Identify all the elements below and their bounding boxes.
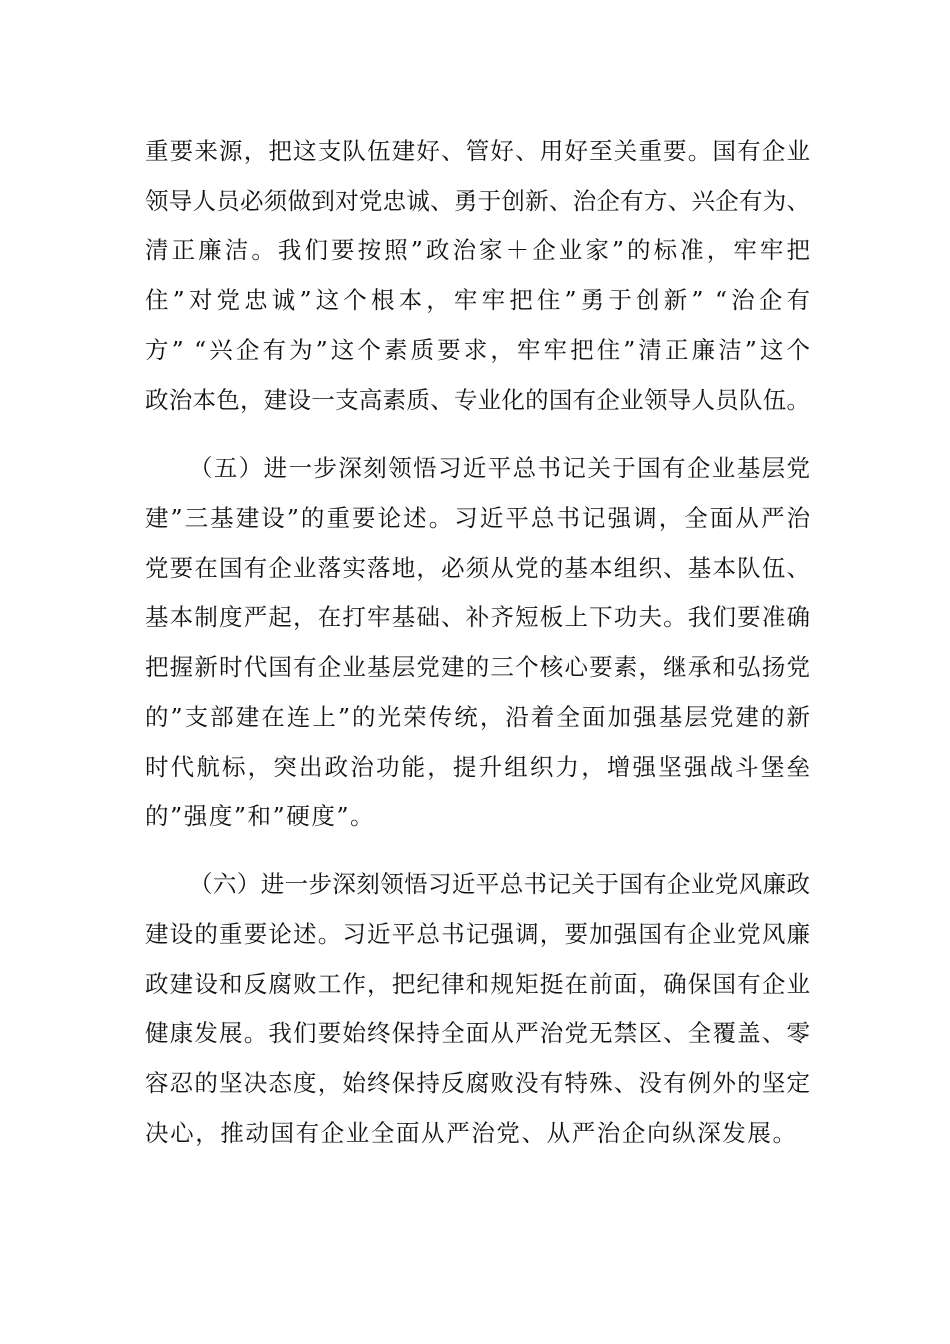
paragraph-3-line-6: 决心，推动国有企业全面从严治党、从严治企向纵深发展。: [145, 1119, 798, 1147]
document-body: [145, 0, 810, 1344]
paragraph-3-line-3: 政建设和反腐败工作，把纪律和规矩挺在前面，确保国有企业: [145, 970, 810, 998]
paragraph-3-line-1: （六）进一步深刻领悟习近平总书记关于国有企业党风廉政: [189, 870, 810, 898]
paragraph-1-line-4: 住”对党忠诚”这个根本，牢牢把住”勇于创新” “治企有: [145, 286, 810, 314]
paragraph-1-line-2: 领导人员必须做到对党忠诚、勇于创新、治企有方、兴企有为、: [145, 187, 810, 215]
paragraph-1-line-3: 清正廉洁。我们要按照”政治家＋企业家”的标准，牢牢把: [145, 236, 810, 264]
paragraph-2-line-8: 的”强度”和”硬度”。: [145, 802, 376, 830]
paragraph-1-line-6: 政治本色，建设一支高素质、专业化的国有企业领导人员队伍。: [145, 386, 810, 414]
paragraph-3-line-4: 健康发展。我们要始终保持全面从严治党无禁区、全覆盖、零: [145, 1019, 810, 1047]
paragraph-3-line-5: 容忍的坚决态度，始终保持反腐败没有特殊、没有例外的坚定: [145, 1069, 810, 1097]
paragraph-2-line-4: 基本制度严起，在打牢基础、补齐短板上下功夫。我们要准确: [145, 603, 810, 631]
paragraph-2-line-6: 的”支部建在连上”的光荣传统，沿着全面加强基层党建的新: [145, 703, 810, 731]
paragraph-2-line-1: （五）进一步深刻领悟习近平总书记关于国有企业基层党: [189, 454, 810, 482]
paragraph-3-line-2: 建设的重要论述。习近平总书记强调，要加强国有企业党风廉: [145, 920, 810, 948]
paragraph-2-line-5: 把握新时代国有企业基层党建的三个核心要素，继承和弘扬党: [145, 653, 810, 681]
paragraph-2-line-7: 时代航标，突出政治功能，提升组织力，增强坚强战斗堡垒: [145, 753, 810, 781]
paragraph-2-line-3: 党要在国有企业落实落地，必须从党的基本组织、基本队伍、: [145, 554, 810, 582]
paragraph-1-line-1: 重要来源，把这支队伍建好、管好、用好至关重要。国有企业: [145, 137, 810, 165]
paragraph-1-line-5: 方” “兴企有为”这个素质要求，牢牢把住”清正廉洁”这个: [145, 336, 810, 364]
paragraph-2-line-2: 建”三基建设”的重要论述。习近平总书记强调，全面从严治: [145, 504, 810, 532]
